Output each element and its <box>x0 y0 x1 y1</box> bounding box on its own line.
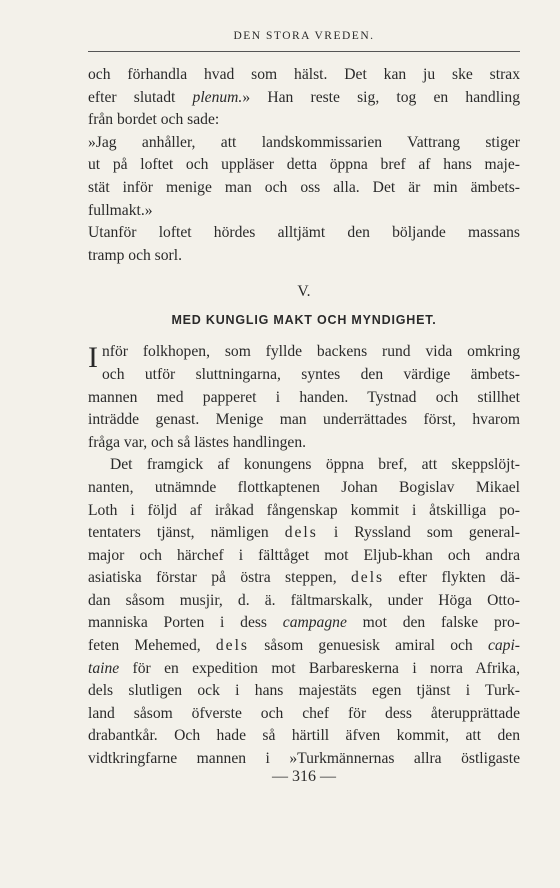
text-line: dan såsom musjir, d. ä. fältmarskalk, under Höga Otto- <box>88 591 520 609</box>
italic-term: taine <box>88 659 120 677</box>
italic-term: plenum. <box>192 88 243 106</box>
text-line <box>88 522 520 545</box>
text-line: stät inför menige man och oss alla. Det är min ämbets- <box>88 178 520 196</box>
text-line: drabantkår. Och hade så härtill äfven kommit, att den <box>88 727 520 745</box>
paragraph-1 <box>88 64 520 132</box>
text-line: fråga var, och så lästes handlingen. <box>88 433 307 451</box>
text-line: land såsom öfverste och chef för dess återupprättade <box>88 704 520 722</box>
italic-term: campagne <box>282 614 347 632</box>
text-fragment: i Ryssland som general- <box>317 524 520 542</box>
running-head: DEN STORA VREDEN. <box>233 30 375 42</box>
text-line: nför folkhopen, som fyllde backens rund vida omkring <box>102 343 520 361</box>
text-line <box>88 612 520 635</box>
body-text <box>88 64 520 771</box>
text-fragment: asiatiska förstar på östra steppen, <box>88 569 351 587</box>
text-line: och förhandla hvad som hälst. Det kan ju ske strax <box>88 66 520 83</box>
text-line: »Jag anhåller, att landskommissarien Vattrang stiger <box>88 133 520 151</box>
text-line: inträdde genast. Menige man underrättades först, hvarom <box>88 411 520 429</box>
text-fragment: efter slutadt <box>88 88 193 106</box>
drop-cap: I <box>88 341 98 375</box>
chapter-title: MED KUNGLIG MAKT OCH MYNDIGHET. <box>171 313 437 328</box>
spaced-word: dels <box>215 637 249 655</box>
text-line <box>88 87 520 110</box>
chapter-number: V. <box>297 283 311 301</box>
paragraph-3 <box>88 222 520 267</box>
text-fragment: feten Mehemed, <box>88 637 216 655</box>
page-number: — 316 — <box>272 768 336 785</box>
text-fragment: manniska Porten i dess <box>88 614 283 632</box>
text-line <box>88 635 520 658</box>
text-line: nanten, utnämnde flottkaptenen Johan Bogislav Mikael <box>88 478 520 496</box>
text-fragment: såsom genuesisk amiral och <box>249 637 488 655</box>
text-line: Det framgick af konungens öppna bref, att skeppslöjt- <box>110 456 520 474</box>
text-line: fullmakt.» <box>88 201 153 219</box>
spaced-word: dels <box>284 524 318 542</box>
text-line: mannen med papperet i handen. Tystnad och stillhet <box>88 388 520 406</box>
text-fragment: mot den falske pro- <box>346 614 520 632</box>
text-fragment: för en expedition mot Barbareskerna i norra Afrika, <box>119 659 520 677</box>
spaced-word: dels <box>351 569 385 587</box>
text-line: från bordet och sade: <box>88 111 220 129</box>
text-line: Loth i följd af iråkad fångenskap kommit i åtskilliga po- <box>88 501 520 519</box>
text-line: vidtkringfarne mannen i »Turkmännernas allra östligaste <box>88 750 520 768</box>
paragraph-4 <box>88 341 520 454</box>
text-line: ut på loftet och uppläser detta öppna bref af hans maje- <box>88 156 520 174</box>
text-line: dels slutligen ock i hans majestäts egen tjänst i Turk- <box>88 682 520 700</box>
text-line: Utanför loftet hördes alltjämt den böljande massans <box>88 224 520 242</box>
text-line <box>88 567 520 590</box>
text-fragment: » Han reste sig, tog en handling <box>242 88 520 106</box>
text-line: major och härchef i fälttåget mot Eljub-khan och andra <box>88 546 520 564</box>
header-rule <box>88 51 520 52</box>
paragraph-5 <box>88 454 520 770</box>
text-line <box>88 658 520 681</box>
italic-term: capi- <box>487 637 520 655</box>
text-line: tramp och sorl. <box>88 246 182 264</box>
paragraph-2 <box>88 132 520 222</box>
text-fragment: efter flykten dä- <box>384 569 520 587</box>
text-line: och utför sluttningarna, syntes den värdige ämbets- <box>102 365 520 383</box>
text-fragment: tentaters tjänst, nämligen <box>88 524 285 542</box>
